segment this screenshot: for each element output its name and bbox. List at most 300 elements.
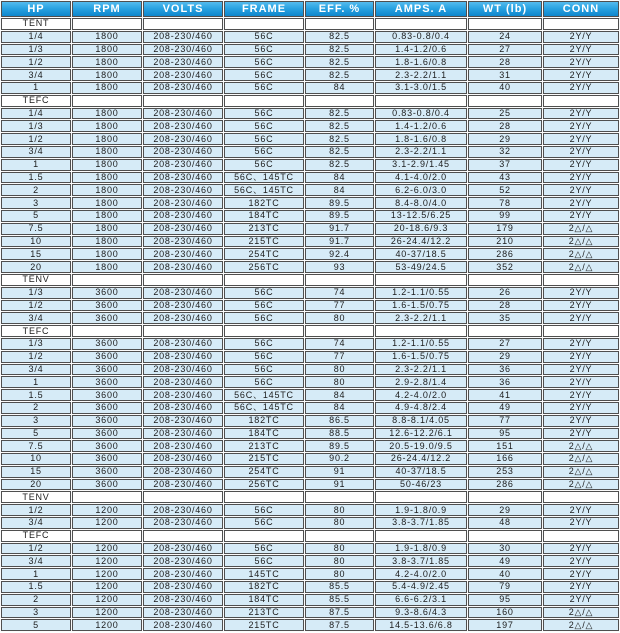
cell-rpm: 1800 (72, 184, 142, 196)
section-label: TENV (1, 491, 71, 503)
empty-cell (305, 95, 374, 107)
cell-volts: 208-230/460 (143, 568, 223, 580)
empty-cell (224, 95, 304, 107)
empty-cell (143, 491, 223, 503)
cell-rpm: 1800 (72, 236, 142, 248)
cell-hp: 1 (1, 159, 71, 171)
empty-cell (305, 18, 374, 30)
cell-eff: 89.5 (305, 197, 374, 209)
table-row (1, 210, 619, 222)
cell-rpm: 1200 (72, 607, 142, 619)
cell-frame: 213TC (224, 440, 304, 452)
cell-rpm: 1800 (72, 172, 142, 184)
section-label: TENV (1, 274, 71, 286)
cell-hp: 1/2 (1, 133, 71, 145)
cell-volts: 208-230/460 (143, 415, 223, 427)
table-row (1, 607, 619, 619)
column-header-hp: HP (1, 1, 71, 17)
cell-amps: 53-49/24.5 (375, 261, 467, 273)
cell-volts: 208-230/460 (143, 543, 223, 555)
cell-eff: 80 (305, 504, 374, 516)
cell-wt: 31 (468, 69, 542, 81)
cell-conn: 2△/△ (543, 607, 619, 619)
cell-eff: 84 (305, 172, 374, 184)
cell-eff: 91 (305, 479, 374, 491)
cell-frame: 56C (224, 44, 304, 56)
cell-hp: 3/4 (1, 517, 71, 529)
cell-rpm: 3600 (72, 364, 142, 376)
column-header-conn: CONN (543, 1, 619, 17)
cell-hp: 1/2 (1, 351, 71, 363)
cell-hp: 1.5 (1, 389, 71, 401)
cell-wt: 253 (468, 466, 542, 478)
cell-rpm: 3600 (72, 415, 142, 427)
cell-eff: 92.4 (305, 248, 374, 260)
cell-wt: 29 (468, 351, 542, 363)
table-row (1, 44, 619, 56)
cell-amps: 2.3-2.2/1.1 (375, 69, 467, 81)
cell-frame: 56C (224, 133, 304, 145)
cell-conn: 2Y/Y (543, 287, 619, 299)
cell-wt: 36 (468, 364, 542, 376)
cell-frame: 56C (224, 120, 304, 132)
cell-rpm: 1200 (72, 619, 142, 631)
cell-wt: 210 (468, 236, 542, 248)
cell-eff: 80 (305, 376, 374, 388)
cell-frame: 215TC (224, 453, 304, 465)
empty-cell (224, 274, 304, 286)
cell-amps: 1.4-1.2/0.6 (375, 120, 467, 132)
empty-cell (305, 274, 374, 286)
cell-eff: 80 (305, 312, 374, 324)
table-row (1, 248, 619, 260)
cell-conn: 2Y/Y (543, 172, 619, 184)
cell-wt: 99 (468, 210, 542, 222)
cell-volts: 208-230/460 (143, 402, 223, 414)
cell-conn: 2Y/Y (543, 82, 619, 94)
cell-rpm: 1800 (72, 31, 142, 43)
cell-rpm: 3600 (72, 453, 142, 465)
cell-eff: 77 (305, 300, 374, 312)
empty-cell (543, 274, 619, 286)
empty-cell (72, 95, 142, 107)
cell-amps: 5.4-4.9/2.45 (375, 581, 467, 593)
column-header-eff: EFF. % (305, 1, 374, 17)
cell-rpm: 1800 (72, 69, 142, 81)
cell-rpm: 1800 (72, 159, 142, 171)
cell-volts: 208-230/460 (143, 146, 223, 158)
section-row (1, 95, 619, 107)
cell-hp: 5 (1, 619, 71, 631)
column-header-wt: WT (lb) (468, 1, 542, 17)
cell-frame: 56C (224, 504, 304, 516)
cell-rpm: 1200 (72, 568, 142, 580)
cell-wt: 49 (468, 555, 542, 567)
cell-hp: 3 (1, 607, 71, 619)
cell-volts: 208-230/460 (143, 351, 223, 363)
cell-hp: 1/3 (1, 338, 71, 350)
cell-hp: 1/4 (1, 31, 71, 43)
cell-conn: 2Y/Y (543, 197, 619, 209)
table-row (1, 159, 619, 171)
cell-eff: 80 (305, 568, 374, 580)
cell-hp: 1 (1, 568, 71, 580)
cell-conn: 2△/△ (543, 248, 619, 260)
cell-amps: 4.9-4.8/2.4 (375, 402, 467, 414)
empty-cell (375, 491, 467, 503)
cell-eff: 89.5 (305, 440, 374, 452)
cell-conn: 2Y/Y (543, 133, 619, 145)
column-header-volts: VOLTS (143, 1, 223, 17)
cell-eff: 74 (305, 287, 374, 299)
cell-amps: 6.2-6.0/3.0 (375, 184, 467, 196)
cell-wt: 35 (468, 312, 542, 324)
cell-frame: 56C (224, 312, 304, 324)
empty-cell (543, 18, 619, 30)
cell-volts: 208-230/460 (143, 376, 223, 388)
cell-amps: 20.5-19.0/9.5 (375, 440, 467, 452)
cell-frame: 56C、145TC (224, 184, 304, 196)
cell-volts: 208-230/460 (143, 248, 223, 260)
cell-wt: 27 (468, 338, 542, 350)
table-row (1, 504, 619, 516)
cell-wt: 160 (468, 607, 542, 619)
table-row (1, 466, 619, 478)
cell-volts: 208-230/460 (143, 428, 223, 440)
cell-wt: 24 (468, 31, 542, 43)
cell-frame: 56C (224, 146, 304, 158)
section-row (1, 530, 619, 542)
cell-amps: 14.5-13.6/6.8 (375, 619, 467, 631)
cell-rpm: 1800 (72, 44, 142, 56)
cell-wt: 25 (468, 108, 542, 120)
cell-volts: 208-230/460 (143, 236, 223, 248)
empty-cell (72, 530, 142, 542)
cell-conn: 2Y/Y (543, 376, 619, 388)
cell-rpm: 3600 (72, 440, 142, 452)
cell-hp: 1/4 (1, 108, 71, 120)
cell-rpm: 1800 (72, 261, 142, 273)
empty-cell (143, 95, 223, 107)
cell-amps: 1.2-1.1/0.55 (375, 287, 467, 299)
cell-rpm: 1200 (72, 543, 142, 555)
cell-volts: 208-230/460 (143, 210, 223, 222)
cell-eff: 84 (305, 402, 374, 414)
cell-hp: 1.5 (1, 581, 71, 593)
cell-wt: 30 (468, 543, 542, 555)
cell-frame: 256TC (224, 261, 304, 273)
cell-frame: 213TC (224, 223, 304, 235)
cell-conn: 2Y/Y (543, 389, 619, 401)
table-row (1, 184, 619, 196)
cell-hp: 15 (1, 466, 71, 478)
table-row (1, 338, 619, 350)
table-row (1, 287, 619, 299)
cell-frame: 215TC (224, 236, 304, 248)
cell-wt: 29 (468, 133, 542, 145)
empty-cell (543, 491, 619, 503)
cell-amps: 1.9-1.8/0.9 (375, 504, 467, 516)
cell-amps: 4.2-4.0/2.0 (375, 389, 467, 401)
cell-rpm: 3600 (72, 287, 142, 299)
table-row (1, 69, 619, 81)
cell-frame: 56C (224, 31, 304, 43)
cell-amps: 1.6-1.5/0.75 (375, 351, 467, 363)
empty-cell (224, 18, 304, 30)
cell-eff: 91.7 (305, 236, 374, 248)
cell-rpm: 1800 (72, 133, 142, 145)
cell-frame: 56C (224, 159, 304, 171)
cell-wt: 197 (468, 619, 542, 631)
cell-amps: 8.4-8.0/4.0 (375, 197, 467, 209)
cell-conn: 2△/△ (543, 236, 619, 248)
table-row (1, 428, 619, 440)
cell-amps: 2.3-2.2/1.1 (375, 312, 467, 324)
cell-amps: 3.1-2.9/1.45 (375, 159, 467, 171)
cell-volts: 208-230/460 (143, 517, 223, 529)
cell-conn: 2Y/Y (543, 415, 619, 427)
cell-volts: 208-230/460 (143, 453, 223, 465)
cell-wt: 26 (468, 287, 542, 299)
cell-rpm: 3600 (72, 389, 142, 401)
header-row (1, 1, 619, 17)
cell-amps: 1.8-1.6/0.8 (375, 133, 467, 145)
cell-wt: 77 (468, 415, 542, 427)
cell-eff: 82.5 (305, 56, 374, 68)
cell-wt: 352 (468, 261, 542, 273)
cell-hp: 3/4 (1, 69, 71, 81)
empty-cell (543, 325, 619, 337)
empty-cell (375, 325, 467, 337)
cell-volts: 208-230/460 (143, 31, 223, 43)
empty-cell (224, 530, 304, 542)
cell-rpm: 3600 (72, 402, 142, 414)
cell-amps: 2.3-2.2/1.1 (375, 364, 467, 376)
cell-hp: 1.5 (1, 172, 71, 184)
cell-amps: 13-12.5/6.25 (375, 210, 467, 222)
cell-volts: 208-230/460 (143, 594, 223, 606)
cell-volts: 208-230/460 (143, 338, 223, 350)
cell-eff: 82.5 (305, 159, 374, 171)
cell-rpm: 1800 (72, 248, 142, 260)
table-row (1, 223, 619, 235)
cell-rpm: 1200 (72, 504, 142, 516)
table-row (1, 146, 619, 158)
table-row (1, 172, 619, 184)
cell-amps: 50-46/23 (375, 479, 467, 491)
cell-frame: 56C (224, 364, 304, 376)
section-row (1, 491, 619, 503)
table-row (1, 31, 619, 43)
cell-conn: 2△/△ (543, 619, 619, 631)
cell-rpm: 3600 (72, 428, 142, 440)
empty-cell (305, 530, 374, 542)
cell-conn: 2Y/Y (543, 543, 619, 555)
cell-volts: 208-230/460 (143, 82, 223, 94)
cell-volts: 208-230/460 (143, 197, 223, 209)
cell-frame: 56C (224, 287, 304, 299)
cell-rpm: 1200 (72, 594, 142, 606)
section-row (1, 325, 619, 337)
empty-cell (468, 530, 542, 542)
cell-hp: 10 (1, 236, 71, 248)
section-row (1, 274, 619, 286)
cell-hp: 3/4 (1, 312, 71, 324)
cell-conn: 2Y/Y (543, 146, 619, 158)
cell-hp: 2 (1, 594, 71, 606)
cell-frame: 56C (224, 555, 304, 567)
cell-hp: 1/3 (1, 44, 71, 56)
section-label: TENT (1, 18, 71, 30)
cell-frame: 184TC (224, 428, 304, 440)
cell-wt: 179 (468, 223, 542, 235)
cell-wt: 286 (468, 248, 542, 260)
cell-amps: 9.3-8.6/4.3 (375, 607, 467, 619)
cell-hp: 1/3 (1, 120, 71, 132)
cell-frame: 56C (224, 56, 304, 68)
cell-eff: 80 (305, 543, 374, 555)
cell-amps: 1.6-1.5/0.75 (375, 300, 467, 312)
cell-wt: 95 (468, 594, 542, 606)
empty-cell (375, 95, 467, 107)
cell-frame: 56C (224, 543, 304, 555)
cell-amps: 4.2-4.0/2.0 (375, 568, 467, 580)
cell-conn: 2Y/Y (543, 159, 619, 171)
cell-volts: 208-230/460 (143, 466, 223, 478)
cell-eff: 93 (305, 261, 374, 273)
cell-conn: 2Y/Y (543, 69, 619, 81)
empty-cell (224, 491, 304, 503)
cell-volts: 208-230/460 (143, 223, 223, 235)
cell-volts: 208-230/460 (143, 300, 223, 312)
cell-eff: 87.5 (305, 619, 374, 631)
cell-amps: 1.9-1.8/0.9 (375, 543, 467, 555)
cell-hp: 1 (1, 376, 71, 388)
empty-cell (543, 530, 619, 542)
cell-conn: 2Y/Y (543, 120, 619, 132)
cell-wt: 37 (468, 159, 542, 171)
cell-rpm: 1800 (72, 82, 142, 94)
cell-amps: 1.8-1.6/0.8 (375, 56, 467, 68)
cell-amps: 6.6-6.2/3.1 (375, 594, 467, 606)
cell-eff: 82.5 (305, 108, 374, 120)
cell-eff: 90.2 (305, 453, 374, 465)
cell-frame: 56C (224, 69, 304, 81)
cell-hp: 15 (1, 248, 71, 260)
cell-wt: 286 (468, 479, 542, 491)
cell-frame: 56C (224, 338, 304, 350)
cell-amps: 1.2-1.1/0.55 (375, 338, 467, 350)
cell-amps: 40-37/18.5 (375, 248, 467, 260)
cell-rpm: 1800 (72, 197, 142, 209)
cell-wt: 52 (468, 184, 542, 196)
cell-conn: 2Y/Y (543, 428, 619, 440)
cell-conn: 2Y/Y (543, 44, 619, 56)
cell-hp: 7.5 (1, 223, 71, 235)
cell-hp: 3 (1, 197, 71, 209)
table-row (1, 351, 619, 363)
table-row (1, 236, 619, 248)
cell-eff: 84 (305, 389, 374, 401)
cell-volts: 208-230/460 (143, 389, 223, 401)
empty-cell (375, 18, 467, 30)
cell-eff: 80 (305, 517, 374, 529)
cell-hp: 3/4 (1, 555, 71, 567)
cell-eff: 82.5 (305, 146, 374, 158)
cell-rpm: 1800 (72, 120, 142, 132)
cell-frame: 56C (224, 108, 304, 120)
table-row (1, 568, 619, 580)
cell-eff: 84 (305, 82, 374, 94)
cell-amps: 2.9-2.8/1.4 (375, 376, 467, 388)
empty-cell (468, 18, 542, 30)
cell-volts: 208-230/460 (143, 172, 223, 184)
table-row (1, 453, 619, 465)
cell-rpm: 1200 (72, 555, 142, 567)
cell-rpm: 1800 (72, 146, 142, 158)
cell-amps: 8.8-8.1/4.05 (375, 415, 467, 427)
cell-wt: 43 (468, 172, 542, 184)
cell-frame: 56C (224, 300, 304, 312)
cell-rpm: 1800 (72, 210, 142, 222)
cell-rpm: 1800 (72, 108, 142, 120)
cell-volts: 208-230/460 (143, 555, 223, 567)
cell-volts: 208-230/460 (143, 261, 223, 273)
table-row (1, 517, 619, 529)
empty-cell (375, 274, 467, 286)
cell-frame: 254TC (224, 248, 304, 260)
empty-cell (468, 325, 542, 337)
cell-hp: 2 (1, 184, 71, 196)
cell-frame: 213TC (224, 607, 304, 619)
cell-volts: 208-230/460 (143, 619, 223, 631)
cell-frame: 56C (224, 82, 304, 94)
cell-volts: 208-230/460 (143, 581, 223, 593)
cell-frame: 184TC (224, 594, 304, 606)
cell-volts: 208-230/460 (143, 44, 223, 56)
cell-frame: 182TC (224, 197, 304, 209)
cell-frame: 182TC (224, 581, 304, 593)
cell-conn: 2Y/Y (543, 184, 619, 196)
cell-wt: 27 (468, 44, 542, 56)
cell-hp: 5 (1, 210, 71, 222)
cell-hp: 20 (1, 261, 71, 273)
table-row (1, 555, 619, 567)
cell-conn: 2Y/Y (543, 210, 619, 222)
cell-wt: 49 (468, 402, 542, 414)
cell-frame: 215TC (224, 619, 304, 631)
cell-wt: 40 (468, 82, 542, 94)
cell-frame: 56C、145TC (224, 389, 304, 401)
cell-rpm: 3600 (72, 376, 142, 388)
cell-conn: 2Y/Y (543, 504, 619, 516)
cell-volts: 208-230/460 (143, 108, 223, 120)
section-row (1, 18, 619, 30)
cell-hp: 1/3 (1, 287, 71, 299)
table-row (1, 300, 619, 312)
cell-hp: 7.5 (1, 440, 71, 452)
cell-hp: 3 (1, 415, 71, 427)
cell-conn: 2△/△ (543, 479, 619, 491)
table-row (1, 619, 619, 631)
cell-eff: 84 (305, 184, 374, 196)
cell-hp: 3/4 (1, 146, 71, 158)
cell-volts: 208-230/460 (143, 69, 223, 81)
cell-volts: 208-230/460 (143, 120, 223, 132)
cell-volts: 208-230/460 (143, 504, 223, 516)
cell-wt: 40 (468, 568, 542, 580)
cell-conn: 2Y/Y (543, 338, 619, 350)
